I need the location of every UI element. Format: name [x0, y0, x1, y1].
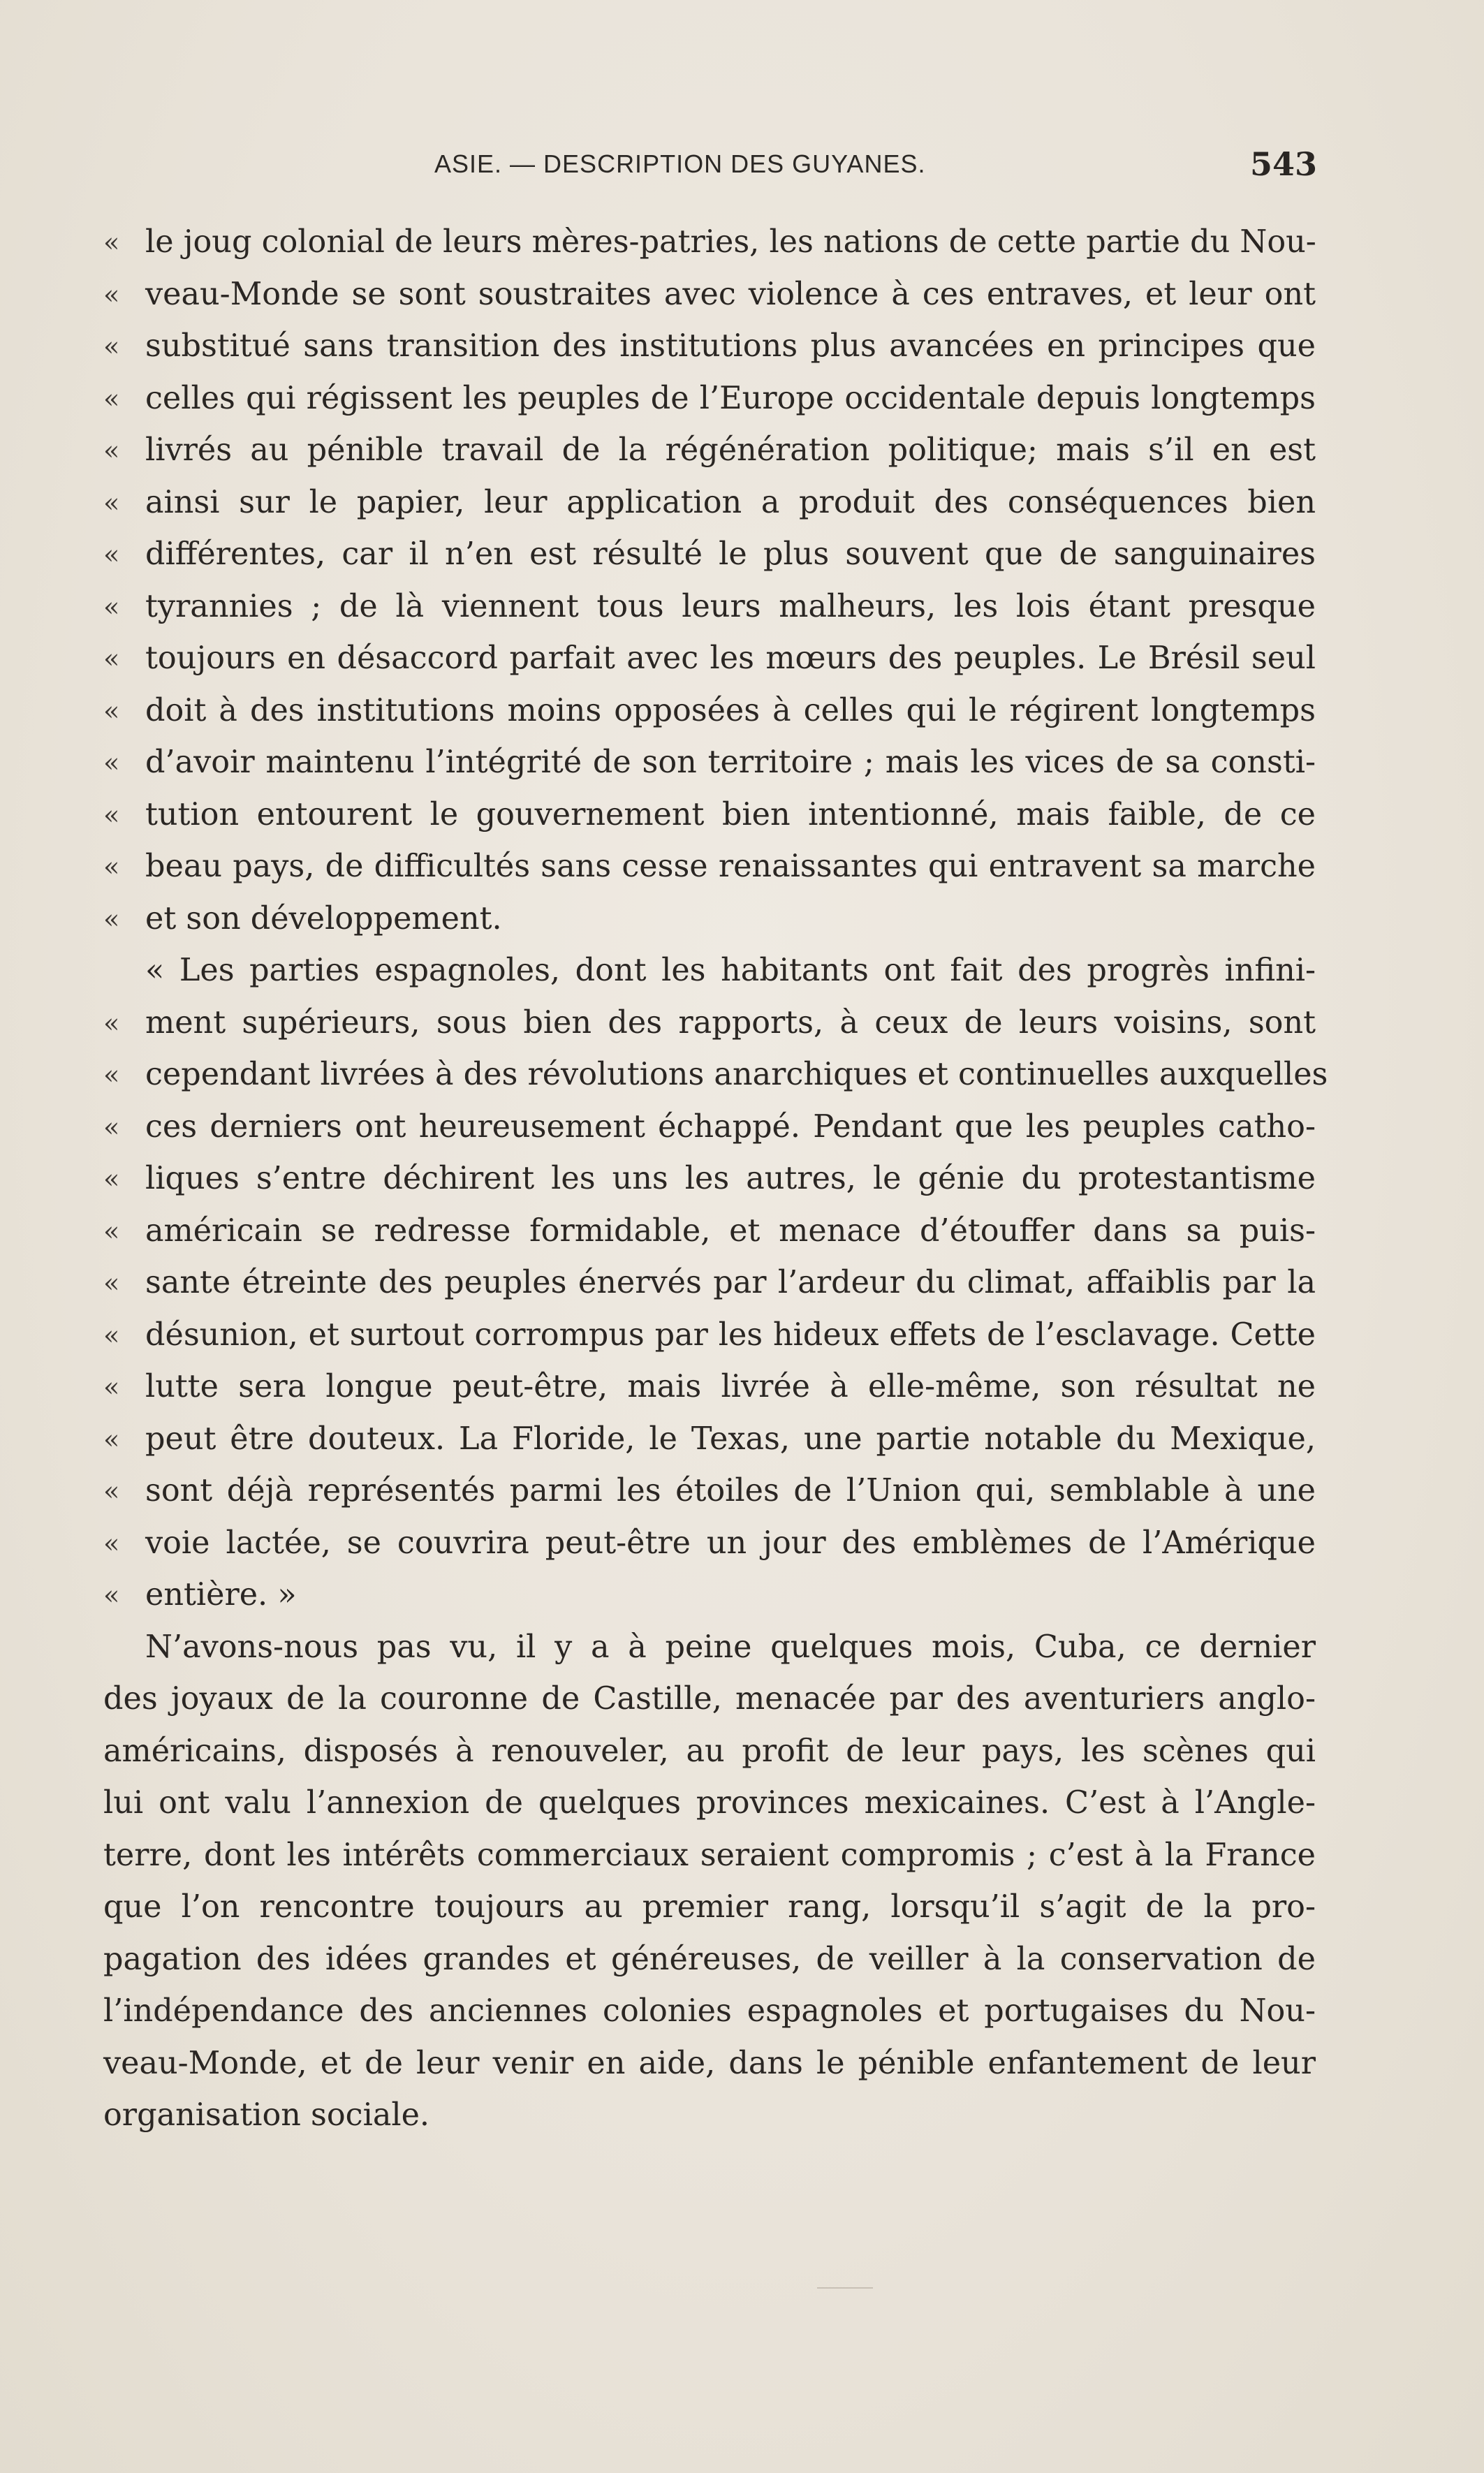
line-text: ainsi sur le papier, leur application a produit des conséquences bien	[145, 484, 1316, 520]
text-line	[103, 477, 1316, 529]
text-line	[103, 321, 1316, 373]
text-line	[103, 737, 1316, 789]
quote-mark: «	[103, 643, 120, 674]
line-text: l’indépendance des anciennes colonies espagnoles et portugaises du Nou-	[103, 1993, 1316, 2029]
quote-mark: «	[103, 539, 120, 570]
quote-mark: «	[103, 1372, 120, 1402]
quote-mark: «	[103, 1268, 120, 1298]
quote-mark: «	[103, 331, 120, 362]
quote-mark: «	[103, 1476, 120, 1506]
line-text: celles qui régissent les peuples de l’Europe occidentale depuis longtemps	[145, 380, 1316, 416]
text-line	[103, 1101, 1316, 1154]
line-text: américains, disposés à renouveler, au profit de leur pays, les scènes qui	[103, 1733, 1316, 1769]
line-text: sante étreinte des peuples énervés par l’ardeur du climat, affaiblis par la	[145, 1265, 1316, 1300]
text-line	[103, 1726, 1316, 1778]
line-text: cependant livrées à des révolutions anarchiques et continuelles auxquelles	[145, 1057, 1328, 1092]
line-text: livrés au pénible travail de la régénération politique; mais s’il en est	[145, 432, 1316, 468]
line-text: le joug colonial de leurs mères-patries, les nations de cette partie du Nou-	[145, 224, 1316, 260]
text-line	[103, 581, 1316, 633]
line-text: d’avoir maintenu l’intégrité de son territoire ; mais les vices de sa consti-	[145, 744, 1316, 780]
line-text: que l’on rencontre toujours au premier rang, lorsqu’il s’agit de la pro-	[103, 1889, 1316, 1925]
text-line	[103, 997, 1316, 1050]
page-header	[0, 145, 1484, 187]
text-line	[103, 1049, 1328, 1101]
body-text	[103, 217, 1328, 2142]
quote-mark: «	[103, 1111, 120, 1143]
quote-mark: «	[103, 1527, 120, 1559]
quote-mark: «	[103, 279, 120, 310]
line-text: entière. »	[145, 1577, 297, 1613]
text-line	[103, 1569, 1316, 1622]
quote-mark: «	[103, 435, 120, 466]
quote-mark: «	[103, 1007, 120, 1039]
text-line	[103, 1465, 1316, 1518]
line-text: américain se redresse formidable, et menace d’étouffer dans sa puis-	[145, 1212, 1316, 1249]
line-text: sont déjà représentés parmi les étoiles de l’Union qui, semblable à une	[145, 1473, 1316, 1509]
line-text: désunion, et surtout corrompus par les hideux effets de l’esclavage. Cette	[145, 1316, 1316, 1353]
text-line	[103, 1777, 1316, 1830]
quote-mark: «	[103, 851, 120, 882]
page-number: 543	[1250, 145, 1318, 183]
text-line	[103, 841, 1316, 893]
quote-mark: «	[103, 1059, 120, 1090]
line-text: substitué sans transition des institutions plus avancées en principes que	[145, 328, 1316, 364]
line-text: lui ont valu l’annexion de quelques provinces mexicaines. C’est à l’Angle-	[103, 1785, 1316, 1821]
text-line	[103, 685, 1316, 738]
line-text: voie lactée, se couvrira peut-être un jour des emblèmes de l’Amérique	[145, 1525, 1316, 1561]
text-line	[103, 425, 1316, 477]
line-text: ces derniers ont heureusement échappé. Pendant que les peuples catho-	[145, 1108, 1316, 1145]
line-text: liques s’entre déchirent les uns les autres, le génie du protestantisme	[145, 1161, 1316, 1196]
quote-mark: «	[103, 1215, 120, 1247]
end-ornament	[817, 2287, 873, 2289]
running-head: ASIE. — DESCRIPTION DES GUYANES.	[434, 149, 926, 178]
line-text: tyrannies ; de là viennent tous leurs malheurs, les lois étant presque	[145, 588, 1316, 624]
line-text: organisation sociale.	[103, 2097, 430, 2133]
text-line	[103, 1257, 1316, 1309]
line-text: beau pays, de difficultés sans cesse renaissantes qui entravent sa marche	[145, 849, 1316, 884]
text-line	[103, 529, 1316, 581]
text-line	[103, 1361, 1316, 1414]
quote-mark: «	[103, 799, 120, 830]
quote-mark: «	[103, 903, 120, 934]
text-line	[103, 1830, 1316, 1882]
text-line	[103, 633, 1316, 685]
text-line	[103, 1934, 1316, 1986]
line-text: lutte sera longue peut-être, mais livrée à elle-même, son résultat ne	[145, 1369, 1316, 1404]
text-line	[103, 1309, 1316, 1362]
text-line	[103, 1205, 1316, 1258]
quote-mark: «	[103, 695, 120, 726]
text-line	[103, 2090, 1316, 2142]
quote-mark: «	[103, 591, 120, 622]
quote-mark: «	[103, 1423, 120, 1455]
line-text: doit à des institutions moins opposées à celles qui le régirent longtemps	[145, 692, 1316, 728]
quote-mark: «	[103, 227, 120, 258]
line-text: terre, dont les intérêts commerciaux seraient compromis ; c’est à la France	[103, 1837, 1316, 1873]
quote-mark: «	[103, 487, 120, 518]
text-line	[103, 945, 1316, 997]
line-text: veau-Monde, et de leur venir en aide, dans le pénible enfantement de leur	[103, 2045, 1316, 2081]
text-line	[103, 2038, 1316, 2090]
line-text: des joyaux de la couronne de Castille, menacée par des aventuriers anglo-	[103, 1681, 1316, 1717]
text-line	[103, 1153, 1316, 1205]
text-line	[103, 1414, 1316, 1466]
line-text: toujours en désaccord parfait avec les mœurs des peuples. Le Brésil seul	[145, 640, 1316, 676]
quote-mark: «	[103, 383, 120, 414]
line-text: tution entourent le gouvernement bien intentionné, mais faible, de ce	[145, 796, 1316, 832]
line-text: « Les parties espagnoles, dont les habitants ont fait des progrès infini-	[145, 953, 1316, 988]
line-text: ment supérieurs, sous bien des rapports, à ceux de leurs voisins, sont	[145, 1004, 1316, 1041]
line-text: N’avons-nous pas vu, il y a à peine quelques mois, Cuba, ce dernier	[145, 1629, 1316, 1665]
line-text: différentes, car il n’en est résulté le plus souvent que de sanguinaires	[145, 536, 1316, 572]
text-line	[103, 1622, 1316, 1674]
line-text: pagation des idées grandes et généreuses, de veiller à la conservation de	[103, 1941, 1316, 1977]
text-line	[103, 893, 1316, 946]
line-text: et son développement.	[145, 900, 502, 937]
quote-mark: «	[103, 1319, 120, 1351]
text-line	[103, 1986, 1316, 2038]
text-line	[103, 373, 1316, 425]
quote-mark: «	[103, 1580, 120, 1610]
line-text: peut être douteux. La Floride, le Texas, une partie notable du Mexique,	[145, 1421, 1316, 1457]
text-line	[103, 1881, 1316, 1934]
text-line	[103, 217, 1316, 269]
quote-mark: «	[103, 747, 120, 778]
line-text: veau-Monde se sont soustraites avec violence à ces entraves, et leur ont	[145, 276, 1316, 312]
text-line	[103, 1518, 1316, 1570]
quote-mark: «	[103, 1164, 120, 1194]
text-line	[103, 269, 1316, 321]
text-line	[103, 1673, 1316, 1726]
text-line	[103, 789, 1316, 842]
